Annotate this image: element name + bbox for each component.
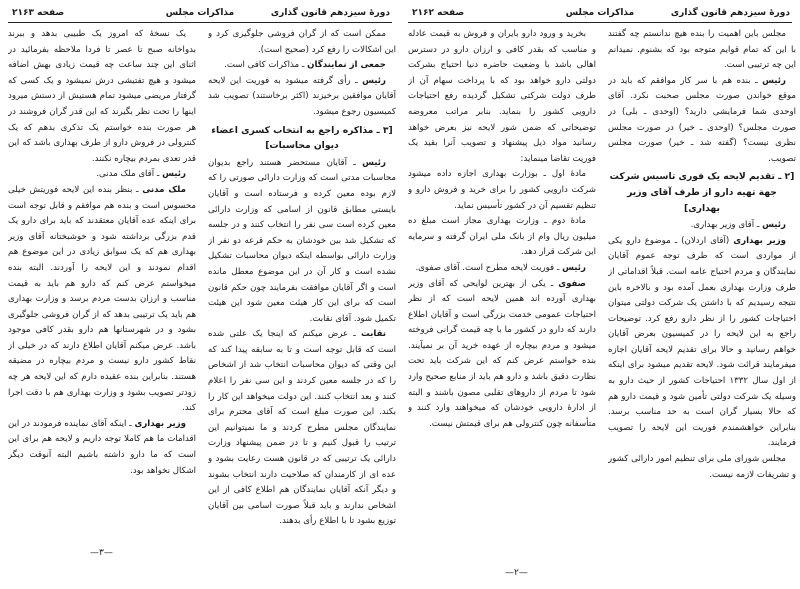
paragraph: [408, 277, 596, 433]
text-column: [408, 27, 596, 572]
paragraph-text: مادهٔ دوم ـ وزارت بهداری مجاز است مبلغ ده میلیون ریال وام از بانک ملی ایران گرفته و سرمایه این شرکت قرار دهد.: [408, 216, 596, 258]
text-column: [608, 27, 796, 572]
paragraph-text: ـ آقای ملک مدنی.: [96, 169, 163, 180]
paragraph-text: ـ آقای وزیر بهداری.: [690, 220, 763, 231]
paragraph: [408, 214, 596, 261]
paragraph: [408, 261, 596, 277]
paragraph-text: ـ بنظر بنده این لایحه فوریتش خیلی محسوس است و بنده هم موافقم و قابل توجه است برای اینکه عده آقایان معتقدند که باید برای دارو یک قدم بزرگی برداشته شود و خوشبختانه آقای وزیر بهداری هم که یک سوابق زیادی در این موضوع هم اقدام نمودند و این لایحه را آوردند. البته بنده میخواستم عرض کنم که دارو هم باید به قیمت مناسب و ارزان بدست مردم برسد و وزارت بهداری هم باید یک ترتیبی بدهد که از گران فروشی جلوگیری بشود و در شهرستانها هم دارو بقدر کافی موجود باشد. عرض میکنم آقایان اطلاع دارند که در خیلی از نقاط کشور دارو نیست و مردم بیچاره در مضیقه هستند. بنابراین بنده عقیده دارم که این لایحه هر چه زودتر تصویب بشود و وزارت بهداری هم با دقت اجرا کند.: [8, 184, 196, 414]
speaker-name: رئیس: [762, 75, 786, 86]
page-number: صفحه ۲۱۶۳: [12, 8, 65, 18]
speaker-name: رئیس: [362, 75, 386, 86]
text-column: [8, 27, 196, 527]
paragraph-text: ـ رأی گرفته میشود به فوریت این لایحه آقایان موافقین برخیزند (اکثر برخاستند) تصویب شد کمیسیون رجوع میشود.: [208, 75, 396, 117]
speaker-name: رئیس: [362, 157, 386, 168]
paragraph: [8, 27, 196, 167]
paragraph: [608, 218, 796, 234]
speaker-name: صفوی: [558, 278, 586, 289]
paragraph-text: ـ فوریت لایحه مطرح است. آقای صفوی.: [415, 262, 563, 273]
paragraph-text: (آقای اردلان) ـ موضوع دارو یکی از مواردی است که طرف توجه عموم آقایان نمایندگان و مردم احتیاج عامه است. قبلاً اقداماتی از طرف وزارت بهداری بعمل آمده بود و بالاخره باین نتیجه رسیدیم که با داشتن یک شرکت دولتی میتوان احتیاجات کشور را از نظر دارو رفع کرد. توضیحات راجع به این لایحه را در کمیسیون بعرض آقایان خواهم رسانید و حالا برای تقدیم لایحه آقایان اجازه میفرمایند قرائت شود. لایحه تقدیم میشود برای اینکه از اول سال ۱۳۳۲ احتیاجات کشور از حیث دارو به وسیله یک شرکت دولتی تأمین شود و قیمت دارو هم که حالا بسیار گران است به حد مناسب برسد. بنابراین خواهشمندم فوریت این لایحه را تصویب فرمایند.: [608, 235, 796, 449]
paragraph: [208, 58, 396, 74]
paragraph-text: بخرید و ورود دارو بایران و فروش به قیمت عادله و مناسب که بقدر کافی و ارزان دارو در دسترس اهالی باشد با وضعیت حاضره دنیا احتیاج بشرکت دولتی دارو خواهد بود که با پرداخت سهام آن از طرف دولت شرکتی تشکیل گردیده رفع احتیاجات دارویی کشور را بنماید. بنابر مراتب معروضه توضیحاتی که ضمن شور لایحه نیز بعرض خواهد رسانید مواد ذیل پیشنهاد و تصویب آنرا بقید یک فوریت تقاضا مینماید:: [408, 29, 596, 164]
paragraph-text: ـ یکی از بهترین لوایحی که آقای وزیر بهداری آورده اند همین لایحه است که از نظر احتیاجات عمومی خدمت بزرگی است و آقایان اطلاع دارند که دارو در کشور ما با چه قیمت گرانی فروخته میشود و مردم بیچاره از عهده خرید آن بر نمیآیند. بنده خواستم عرض کنم که این شرکت باید تحت نظارت دقیق باشد و دارو هم باید از منابع صحیح وارد شود تا مردم از داروهای تقلبی مصون باشند و البته از ادارهٔ دارویی خودشان که میخواهند وارد کنند و متأسفانه چون کنترولی هم برای قیمتش نیست.: [408, 278, 596, 429]
page-folio: —۲—: [505, 568, 528, 578]
speaker-name: نقابت: [361, 329, 386, 340]
running-header: [408, 6, 792, 23]
running-header: [8, 6, 392, 23]
publication-title: مذاکرات مجلس: [165, 8, 235, 18]
paragraph: [8, 183, 196, 417]
paragraph-text: ممکن است که از گران فروشی جلوگیری کرد و این اشکالات را رفع کرد (صحیح است).: [208, 29, 396, 55]
speaker-name: ملک مدنی: [142, 184, 186, 195]
paragraph: [608, 452, 796, 483]
paragraph: [208, 74, 396, 121]
paragraph: [608, 234, 796, 452]
paragraph-text: یک نسخهٔ که امروز یک طبیبی بدهد و ببرند بدواخانه صبح تا عصر تا فردا ملاحظه بفرمائید در اثنای این چند ساعت چه قیمت زیادی بهش اضافه میشود و هیچ تفتیشی درش نمیشود و یک کسی که گرفتار مریضی میشود تمام هستیش از دستش میرود اینها را تحت نظر بگیرند که این قدر گران فروشند در هر صورت بنده خواستم یک تذکری بدهم که یک کنترولی در فروش دارو از طرف بهداری باشد که این قدر تعدی بمردم بیچاره نکنند.: [8, 29, 196, 164]
paragraph-text: مجلس شورای ملی برای تنظیم امور دارائی کشور و تشریفات لازمه نیست.: [608, 454, 796, 480]
paragraph: [8, 417, 196, 479]
right-page: [400, 0, 800, 589]
paragraph: [608, 74, 796, 168]
speaker-name: رئیس: [162, 169, 186, 180]
publication-title: مذاکرات مجلس: [565, 8, 635, 18]
section-heading: [۲ ـ تقدیم لایحه یک فوری تاسیس شرکت جهة تهیه دارو از طرف آقای وزیر بهداری]: [609, 171, 795, 214]
paragraph-text: ـ مذاکرات کافی است.: [224, 60, 308, 71]
session-title: دورهٔ سیزدهم قانون گذاری: [270, 8, 390, 18]
paragraph-text: مادهٔ اول ـ بوزارت بهداری اجازه داده میشود شرکت دارویی کشور را برای خرید و فروش دارو و تنظیم تقسیم آن در کشور تأسیس نماید.: [408, 169, 596, 211]
speaker-name: وزیر بهداری: [134, 418, 186, 429]
paragraph: [8, 167, 196, 183]
paragraph: [208, 27, 396, 58]
paragraph-text: ـ بنده هم با سر کار موافقم که باید در موقع خواندن صورت مجلس صحبت نکرد. آقای اوحدی شما فرمایشی دارید؟ (اوحدی ـ بلی) در صورت مجلس؟ (اوحدی ـ خیر) در صورت مجلس نظری نیست؟ (گفته شد ـ خیر) صورت مجلس تصویب.: [608, 75, 796, 164]
speaker-name: جمعی از نمایندگان: [307, 60, 386, 71]
text-column: [208, 27, 396, 547]
page-number: صفحه ۲۱۶۲: [412, 8, 465, 18]
paragraph: [408, 167, 596, 214]
page-folio: —۳—: [90, 548, 113, 558]
paragraph-text: ـ آقایان مستحضر هستند راجع بدیوان محاسبات مدتی است که وزارت دارائی صورتی را که لازم بوده معین کرده و فرستاده است و آقایان بایستی مطابق قانون از اسامی که وزارت دارائی معین کرده است سی نفر را انتخاب کنند و در جلسه که تشکیل شد بین خودشان به حکم قرعه دو نفر از وزارت دارائی بواسطه اینکه دیوان محاسبات تشکیل نشده است و کار آن در این موضوع معطل مانده است و اگر آقایان موافقت بفرمایند چون حکم قانون است که برای این کار هیئت معین شود این هیئت تکمیل شود. آقای نقابت.: [208, 157, 396, 324]
speaker-name: وزیر بهداری: [733, 235, 786, 246]
speaker-name: رئیس: [562, 262, 586, 273]
speaker-name: رئیس: [762, 220, 786, 231]
paragraph: [608, 27, 796, 74]
paragraph: [408, 27, 596, 167]
session-title: دورهٔ سیزدهم قانون گذاری: [670, 8, 790, 18]
paragraph: [208, 156, 396, 328]
paragraph-text: ـ اینکه آقای نماینده فرمودند در این اقدامات ما هم کاملا توجه داریم و لایحه هم برای این است که ما دارو داشته باشیم البته آنوقت دیگر اشکال نخواهد بود.: [8, 418, 196, 476]
paragraph-text: مجلس باین اهمیت را بنده هیچ ندانستم چه گفتند با این که تمام قوایم متوجه بود که بشنوم. نمیدانم این چه ترتیبی است.: [608, 29, 796, 71]
paragraph-text: ـ عرض میکنم که اینجا یک علتی شده است که قابل توجه است و تا به سابقه پیدا کند که این وقتی که دیوان محاسبات انتخاب شد از اشخاص را که در جلسه معین کردند و این سی نفر را اعلام کنند و بعد انتخاب کنند. این دولت میخواهد این کار را بکند. این صورت مبلغ است که آقای محترم برای نمایندگان مجلس مطرح کردند و ما نمیتوانیم این ترتیب را قبول کنیم و تا در ضمن پیشنهاد وزارت دارائی یک ترتیبی که در قانون هست رعایت بشود و عده ای از کارمندان که صلاحیت دارند انتخاب بشوند و دیگر آنکه آقایان نمایندگان هم اطلاع کافی از این اشخاص ندارند و باید قبلاً صورت اسامی بین آقایان توزیع بشود تا با اطلاع رأی بدهند.: [208, 329, 396, 527]
paragraph: [208, 327, 396, 530]
section-heading: [۳ ـ مذاکره راجع به انتخاب کسری اعضاء دیوان محاسبات]: [211, 124, 393, 152]
